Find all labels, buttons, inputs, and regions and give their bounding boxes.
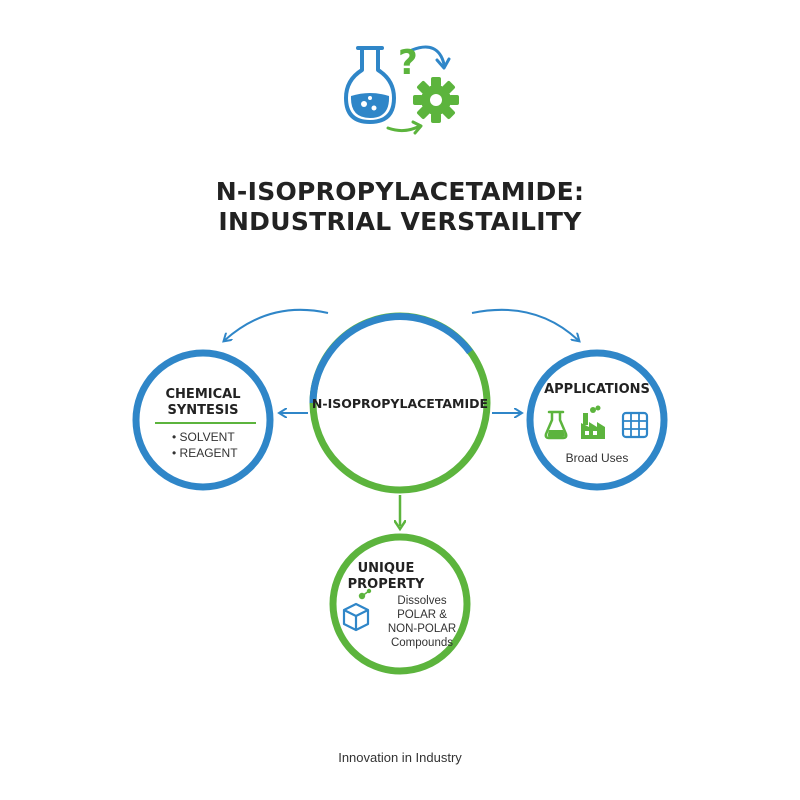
bottom-node-text-line-2: POLAR & (397, 609, 447, 621)
center-node-label: N-ISOPROPYLACETAMIDE (311, 396, 489, 411)
curved-arrow-right (472, 310, 578, 340)
page-title-line-1: N-ISOPROPYLACETAMIDE: (215, 177, 585, 206)
left-node-title-line-2: SYNTESIS (167, 403, 239, 418)
curved-arrow-left (225, 310, 328, 340)
bottom-node-text-line-1: Dissolves (397, 595, 447, 607)
bottom-node-title-line-2: PROPERTY (347, 577, 425, 592)
bottom-node-text-line-3: NON-POLAR (387, 623, 457, 635)
right-node-title: APPLICATIONS (544, 382, 650, 397)
right-node-ring (530, 353, 664, 487)
page-title-line-2: INDUSTRIAL VERSTAILITY (218, 207, 582, 236)
left-node-item-reagent: • REAGENT (172, 446, 238, 460)
right-node-caption: Broad Uses (565, 451, 629, 465)
bottom-node-title-line-1: UNIQUE (357, 561, 415, 576)
footer-tagline: Innovation in Industry (338, 750, 462, 765)
left-node-title-line-1: CHEMICAL (165, 387, 241, 402)
svg-text:?: ? (398, 43, 418, 83)
left-node-item-solvent: • SOLVENT (172, 430, 235, 444)
bottom-node-text-line-4: Compounds (390, 637, 453, 649)
left-node-ring (136, 353, 270, 487)
